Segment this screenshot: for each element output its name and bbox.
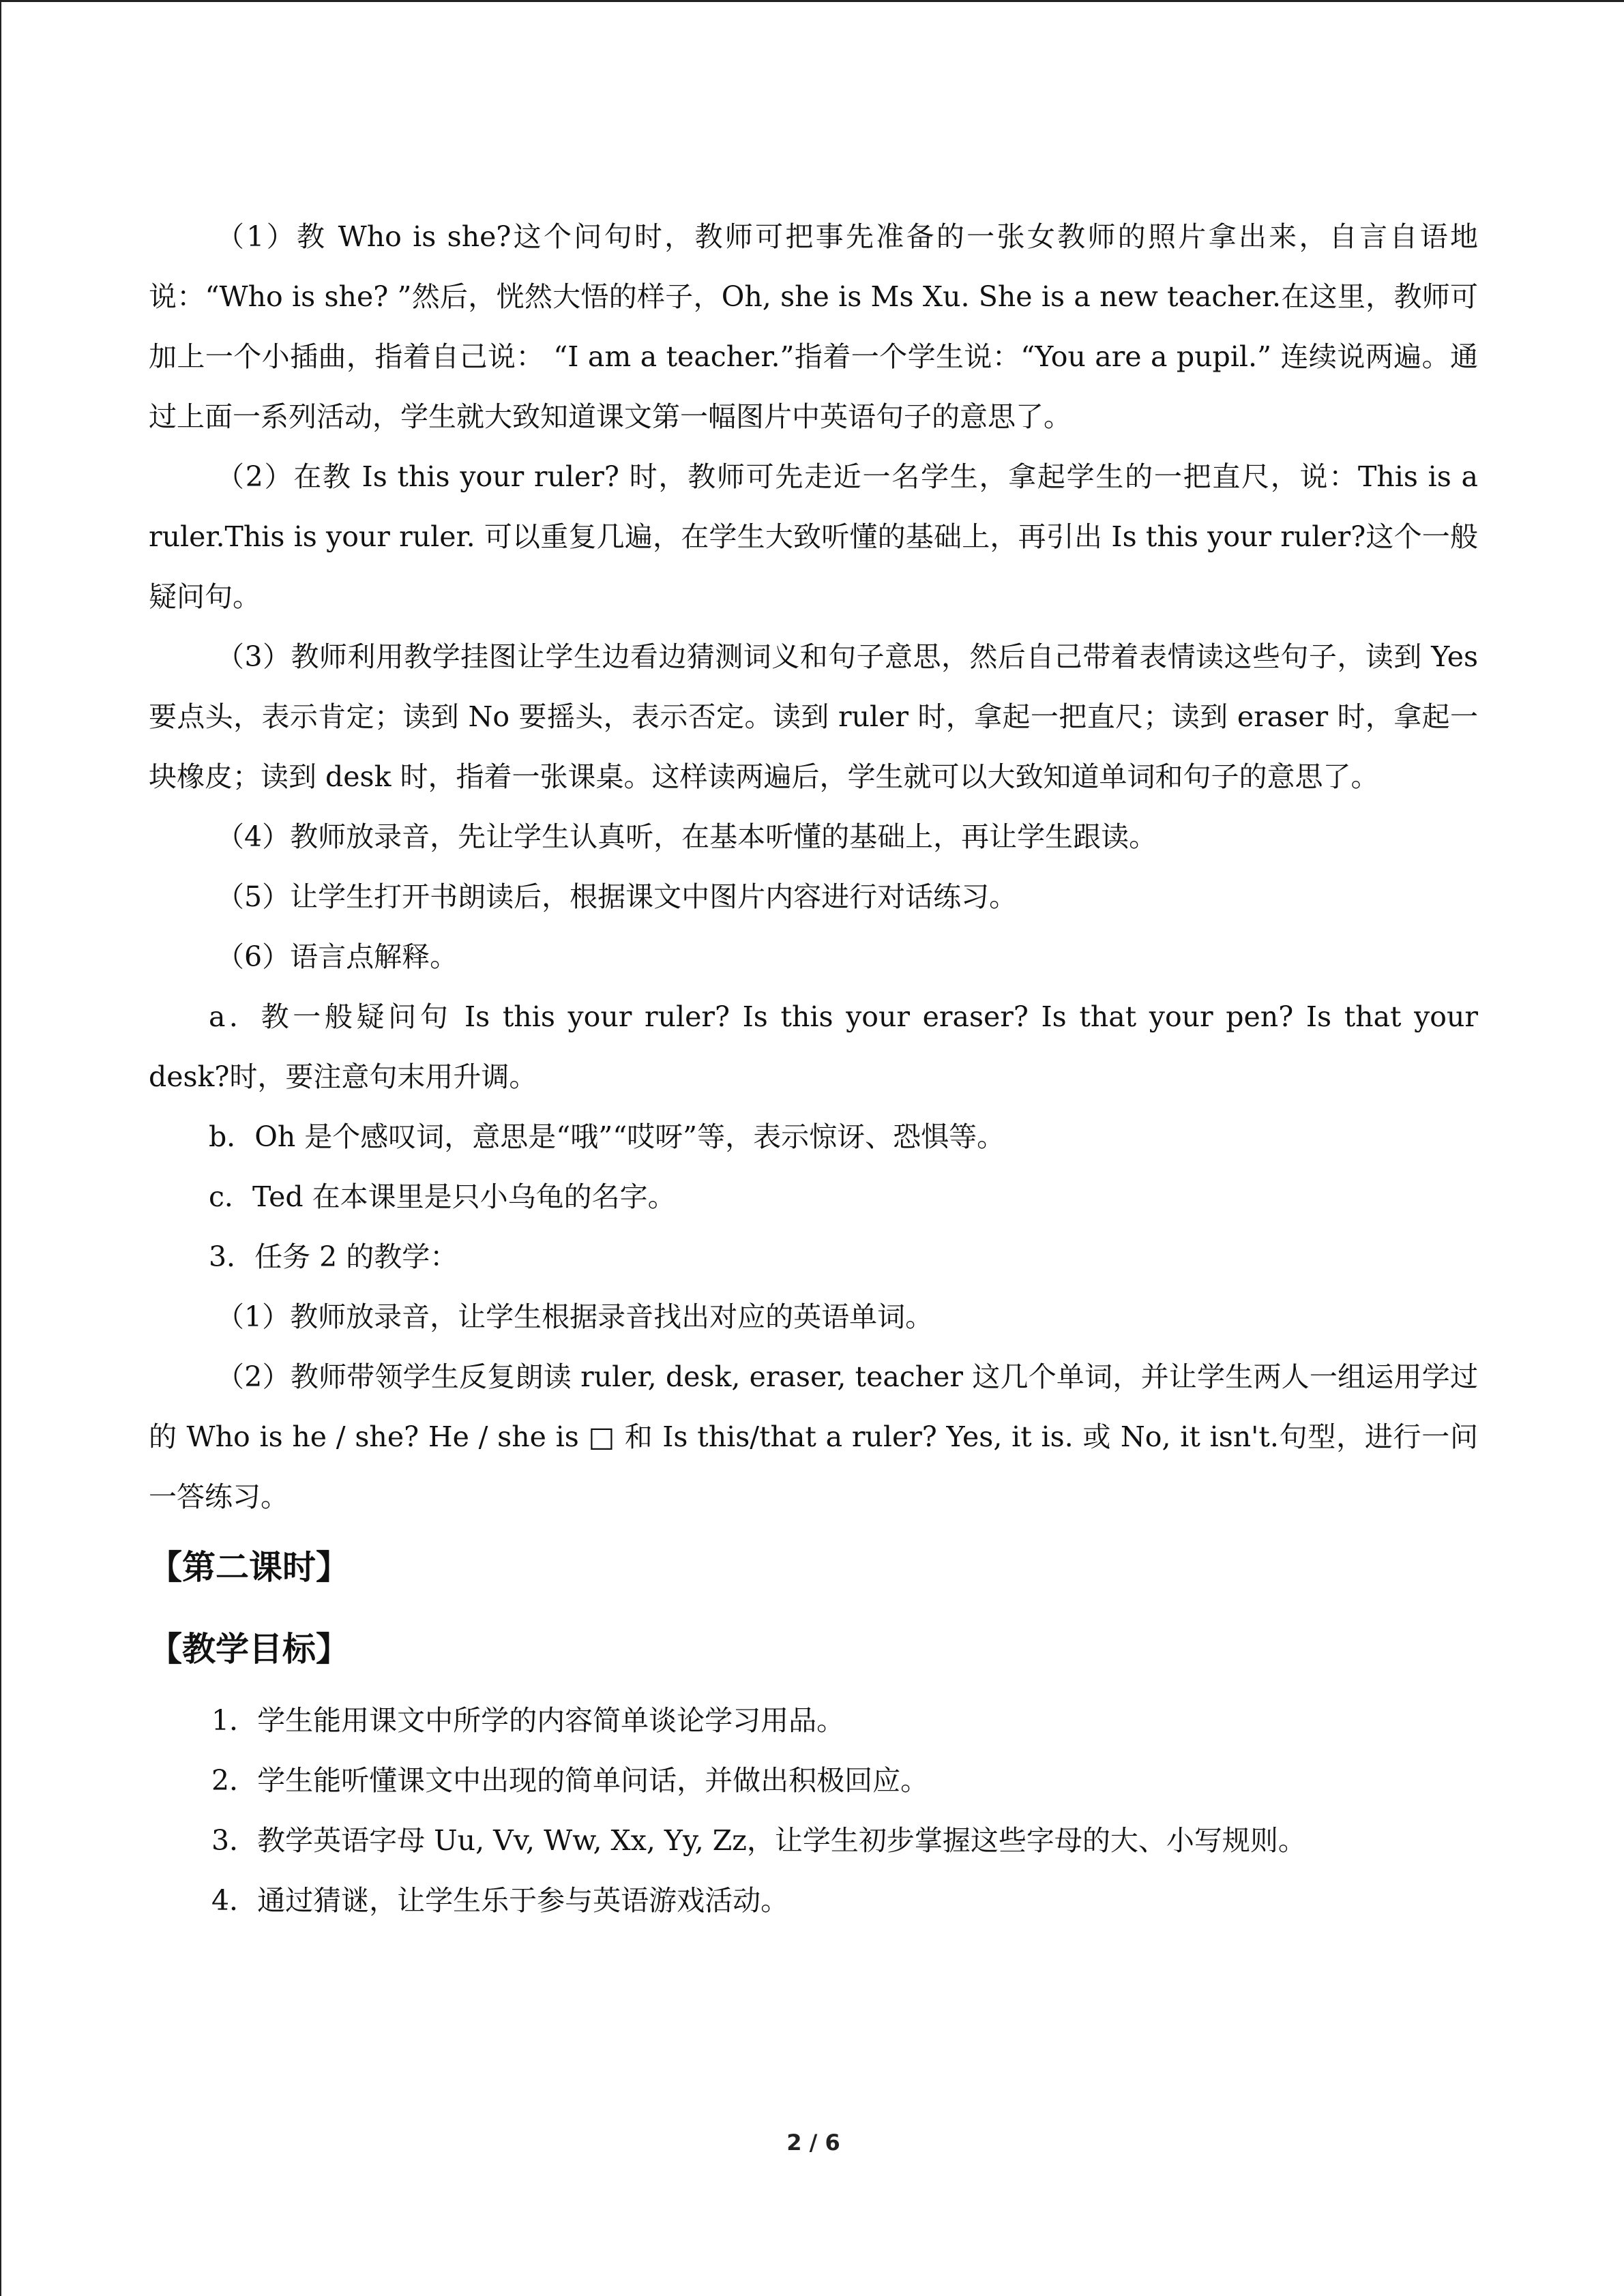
paragraph-task2-2: （2）教师带领学生反复朗读 ruler, desk, eraser, teacher 这几个单词，并让学生两人一组运用学过的 Who is he / she? He / she is □ 和 Is this/that a ruler? Yes, it is. 或 No, it isn't.句型，进行一问一答练习。	[149, 1360, 1478, 1513]
heading-lesson-2: 【第二课时】	[149, 1548, 350, 1587]
objective-item-3: 3．教学英语字母 Uu, Vv, Ww, Xx, Yy, Zz，让学生初步掌握这些字母的大、小写规则。	[211, 1824, 1306, 1857]
paragraph-c: c．Ted 在本课里是只小乌龟的名字。	[209, 1180, 676, 1213]
paragraph-a: a．教一般疑问句 Is this your ruler? Is this your eraser? Is that your pen? Is that your desk?时，要注意句末用升调。	[149, 1000, 1478, 1093]
paragraph-task2: 3．任务 2 的教学：	[209, 1240, 458, 1273]
paragraph-1: （1）教 Who is she?这个问句时，教师可把事先准备的一张女教师的照片拿出来，自言自语地说：“Who is she? ”然后，恍然大悟的样子，Oh, she is Ms Xu. She is a new teacher.在这里，教师可加上一个小插曲，指着自己说： “I am a teacher.”指着一个学生说：“You are a pupil.” 连续说两遍。通过上面一系列活动，学生就大致知道课文第一幅图片中英语句子的意思了。	[149, 220, 1478, 433]
paragraph-3: （3）教师利用教学挂图让学生边看边猜测词义和句子意思，然后自己带着表情读这些句子，读到 Yes 要点头，表示肯定；读到 No 要摇头，表示否定。读到 ruler 时，拿起一把直尺；读到 eraser 时，拿起一块橡皮；读到 desk 时，指着一张课桌。这样读两遍后，学生就可以大致知道单词和句子的意思了。	[149, 640, 1478, 793]
document-content	[149, 207, 1478, 1930]
paragraph-2: （2）在教 Is this your ruler? 时，教师可先走近一名学生，拿起学生的一把直尺，说：This is a ruler.This is your ruler. 可以重复几遍，在学生大致听懂的基础上，再引出 Is this your ruler?这个一般疑问句。	[149, 460, 1478, 613]
paragraph-5: （5）让学生打开书朗读后，根据课文中图片内容进行对话练习。	[216, 880, 1018, 913]
paragraph-4: （4）教师放录音，先让学生认真听，在基本听懂的基础上，再让学生跟读。	[216, 820, 1157, 853]
objective-item-1: 1．学生能用课文中所学的内容简单谈论学习用品。	[211, 1704, 845, 1737]
page-number: 2 / 6	[786, 2130, 840, 2156]
heading-objectives: 【教学目标】	[149, 1630, 350, 1669]
paragraph-6: （6）语言点解释。	[216, 940, 458, 973]
objective-item-2: 2．学生能听懂课文中出现的简单问话，并做出积极回应。	[211, 1764, 929, 1797]
paragraph-task2-1: （1）教师放录音，让学生根据录音找出对应的英语单词。	[216, 1300, 934, 1333]
paragraph-b: b．Oh 是个感叹词，意思是“哦”“哎呀”等，表示惊讶、恐惧等。	[209, 1120, 1005, 1153]
objective-item-4: 4．通过猜谜，让学生乐于参与英语游戏活动。	[211, 1884, 789, 1917]
